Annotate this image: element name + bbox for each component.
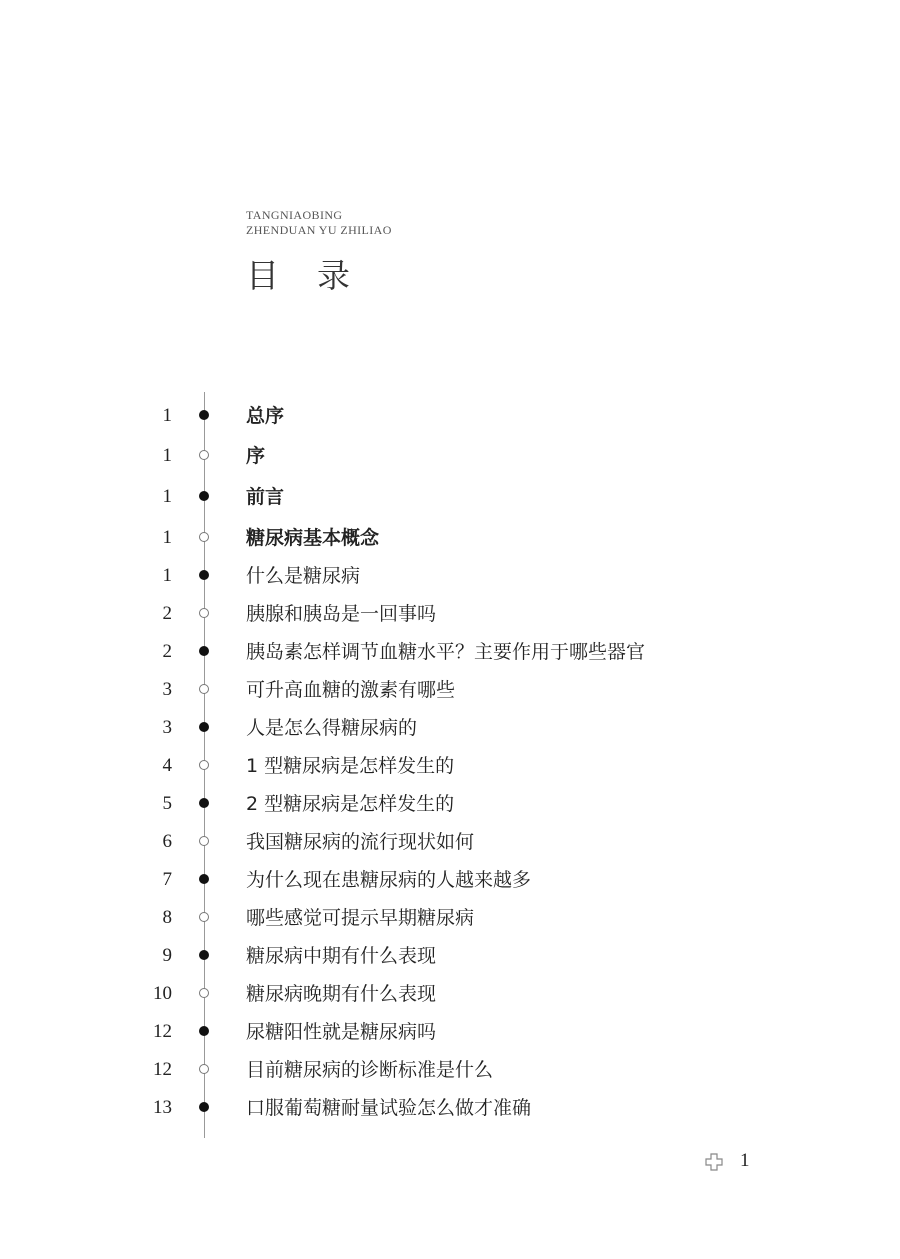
title-char-2: 录 <box>317 256 350 295</box>
toc-entry[interactable] <box>0 478 900 516</box>
toc-entry-title: 2 型糖尿病是怎样发生的 <box>246 793 455 815</box>
toc-entry-title: 为什么现在患糖尿病的人越来越多 <box>246 869 532 891</box>
filled-dot-icon <box>199 410 209 420</box>
hollow-dot-icon <box>199 912 209 922</box>
toc-entry-title: 总序 <box>246 405 285 427</box>
toc-entry-page: 1 <box>162 527 172 548</box>
toc-entry-page: 1 <box>162 445 172 466</box>
toc-entry[interactable] <box>0 595 900 633</box>
hollow-dot-icon <box>199 450 209 460</box>
filled-dot-icon <box>199 1026 209 1036</box>
filled-dot-icon <box>199 646 209 656</box>
cross-icon <box>705 1153 723 1171</box>
hollow-dot-icon <box>199 760 209 770</box>
toc-entry[interactable] <box>0 937 900 975</box>
pinyin-subtitle <box>246 208 392 238</box>
toc-entry-page: 1 <box>162 405 172 426</box>
toc-entry-title: 哪些感觉可提示早期糖尿病 <box>246 907 475 929</box>
hollow-dot-icon <box>199 1064 209 1074</box>
toc-entry-title: 口服葡萄糖耐量试验怎么做才准确 <box>246 1097 532 1119</box>
toc-entry[interactable] <box>0 1051 900 1089</box>
filled-dot-icon <box>199 874 209 884</box>
hollow-dot-icon <box>199 988 209 998</box>
page-number: 1 <box>740 1150 750 1171</box>
hollow-dot-icon <box>199 532 209 542</box>
toc-entry-title: 尿糖阳性就是糖尿病吗 <box>246 1021 437 1043</box>
toc-entry[interactable] <box>0 823 900 861</box>
toc-entry-title: 糖尿病中期有什么表现 <box>246 945 437 967</box>
toc-entry-page: 10 <box>153 983 172 1004</box>
toc-entry[interactable] <box>0 519 900 557</box>
filled-dot-icon <box>199 950 209 960</box>
toc-entry-page: 12 <box>153 1059 172 1080</box>
toc-entry[interactable] <box>0 1089 900 1127</box>
toc-entry-page: 5 <box>162 793 172 814</box>
toc-entry[interactable] <box>0 557 900 595</box>
toc-entry[interactable] <box>0 397 900 435</box>
toc-entry-title: 人是怎么得糖尿病的 <box>246 717 418 739</box>
toc-entry-title: 什么是糖尿病 <box>246 565 361 587</box>
toc-entry[interactable] <box>0 899 900 937</box>
toc-entry-page: 1 <box>162 565 172 586</box>
toc-entry[interactable] <box>0 709 900 747</box>
toc-entry[interactable] <box>0 633 900 671</box>
filled-dot-icon <box>199 491 209 501</box>
toc-entry-title: 序 <box>246 445 266 467</box>
pinyin-line-1: TANGNIAOBING <box>246 208 343 222</box>
toc-entry-title: 胰岛素怎样调节血糖水平？主要作用于哪些器官 <box>246 641 646 663</box>
toc-entry-title: 糖尿病晚期有什么表现 <box>246 983 437 1005</box>
toc-entry-title: 目前糖尿病的诊断标准是什么 <box>246 1059 494 1081</box>
filled-dot-icon <box>199 1102 209 1112</box>
pinyin-line-2: ZHENDUAN YU ZHILIAO <box>246 223 392 237</box>
filled-dot-icon <box>199 722 209 732</box>
title-char-1: 目 <box>246 256 279 295</box>
hollow-dot-icon <box>199 836 209 846</box>
toc-entry-page: 9 <box>162 945 172 966</box>
toc-entry-title: 可升高血糖的激素有哪些 <box>246 679 456 701</box>
toc-entry[interactable] <box>0 671 900 709</box>
hollow-dot-icon <box>199 608 209 618</box>
toc-entry-title: 我国糖尿病的流行现状如何 <box>246 831 475 853</box>
toc-entry-title: 糖尿病基本概念 <box>246 527 380 549</box>
toc-entry-page: 6 <box>162 831 172 852</box>
toc-entry[interactable] <box>0 975 900 1013</box>
toc-entry-title: 前言 <box>246 486 285 508</box>
toc-entry-page: 12 <box>153 1021 172 1042</box>
filled-dot-icon <box>199 798 209 808</box>
toc-entry[interactable] <box>0 747 900 785</box>
toc-entry-page: 2 <box>162 641 172 662</box>
toc-entry-page: 3 <box>162 679 172 700</box>
toc-entry-page: 4 <box>162 755 172 776</box>
toc-entry-title: 1 型糖尿病是怎样发生的 <box>246 755 455 777</box>
toc-entry-page: 13 <box>153 1097 172 1118</box>
toc-entry[interactable] <box>0 861 900 899</box>
toc-entry-page: 2 <box>162 603 172 624</box>
toc-entry-page: 3 <box>162 717 172 738</box>
toc-entry[interactable] <box>0 785 900 823</box>
hollow-dot-icon <box>199 684 209 694</box>
page-title <box>246 250 350 297</box>
toc-entry[interactable] <box>0 1013 900 1051</box>
toc-entry-page: 1 <box>162 486 172 507</box>
toc-entry[interactable] <box>0 437 900 475</box>
filled-dot-icon <box>199 570 209 580</box>
toc-entry-title: 胰腺和胰岛是一回事吗 <box>246 603 437 625</box>
toc-entry-page: 8 <box>162 907 172 928</box>
toc-entry-page: 7 <box>162 869 172 890</box>
